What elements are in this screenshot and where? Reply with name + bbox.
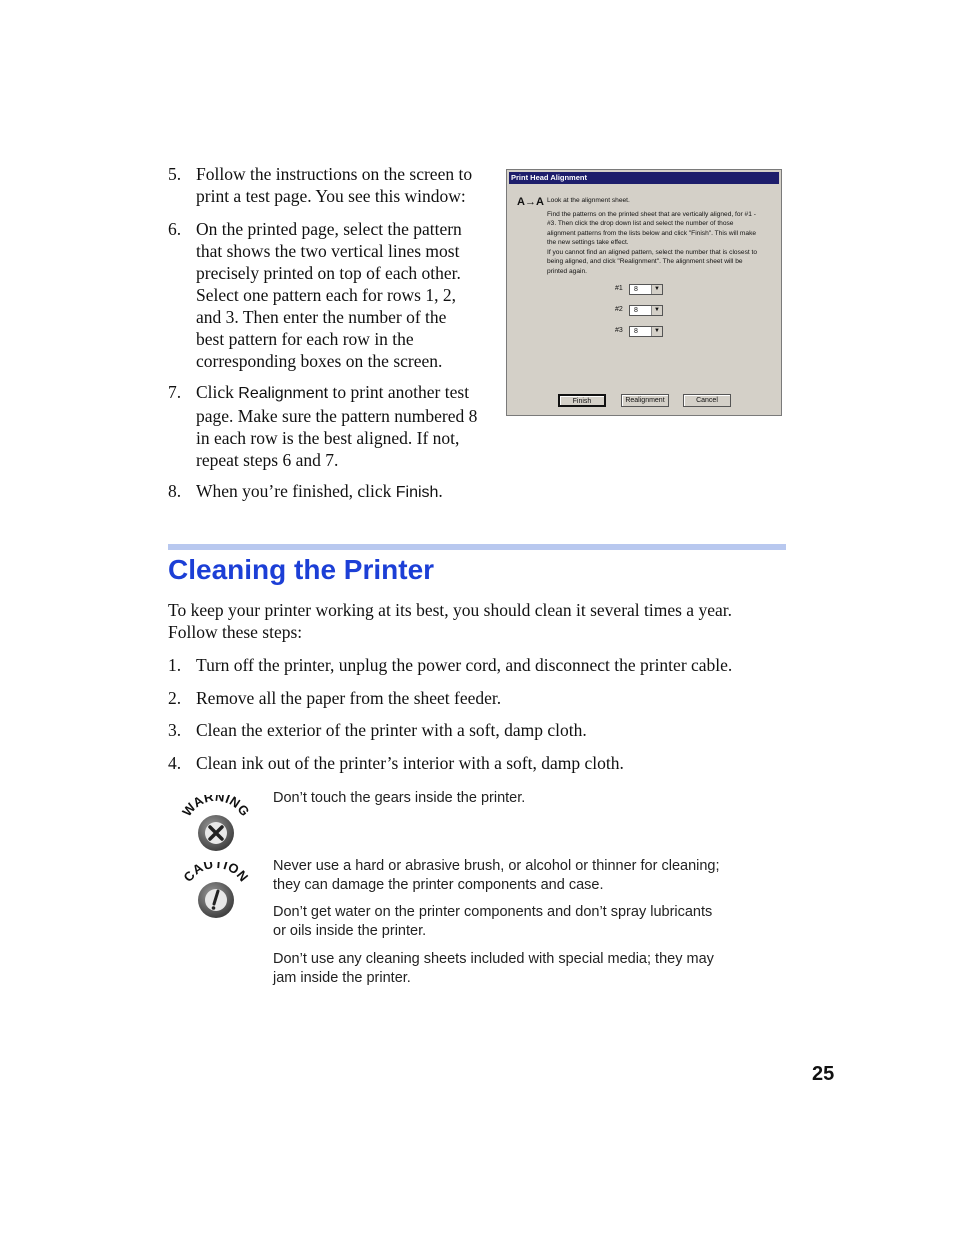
step-line: best pattern for each row in the: [196, 329, 414, 349]
step-line: Select one pattern each for rows 1, 2,: [196, 285, 456, 305]
row-label: #2: [615, 306, 623, 313]
step-number: 1.: [168, 655, 182, 675]
warning-text: Don’t touch the gears inside the printer.: [273, 790, 526, 806]
caution-icon: [180, 862, 252, 924]
step-number: 2.: [168, 688, 182, 708]
caution-paragraph-1: Never use a hard or abrasive brush, or alcohol or thinner for cleaning; they can damage the printer components and case.: [273, 858, 720, 893]
row-3-dropdown[interactable]: 8 ▼: [629, 326, 663, 337]
step-line: When you’re finished, click Finish.: [196, 481, 443, 501]
step-line: and 3. Then enter the number of the: [196, 307, 447, 327]
step-text: Turn off the printer, unplug the power cord, and disconnect the printer cable.: [196, 655, 733, 675]
dropdown-arrow-icon: ▼: [651, 285, 662, 294]
caution-paragraph-2: Don’t get water on the printer components and don’t spray lubricants or oils inside the printer.: [273, 904, 713, 939]
step-line: print a test page. You see this window:: [196, 186, 466, 206]
caution-paragraph-3: Don’t use any cleaning sheets included with special media; they may jam inside the printer.: [273, 951, 714, 986]
page-number: 25: [812, 1063, 835, 1085]
warning-icon: [180, 795, 252, 857]
step-line: page. Make sure the pattern numbered 8: [196, 406, 478, 426]
step-number: 7.: [168, 382, 182, 402]
realignment-ui-label: Realignment: [238, 385, 329, 402]
alignment-icon: A→A: [517, 196, 544, 208]
step-line: in each row is the best aligned. If not,: [196, 428, 460, 448]
finish-button[interactable]: Finish: [558, 394, 606, 407]
finish-ui-label: Finish: [395, 484, 439, 501]
step-text: Remove all the paper from the sheet feeder.: [196, 688, 502, 708]
step-number: 3.: [168, 720, 182, 740]
row-label: #3: [615, 327, 623, 334]
step-line: Follow the instructions on the screen to: [196, 164, 473, 184]
step-number: 4.: [168, 753, 182, 773]
section-intro: To keep your printer working at its best, you should clean it several times a year. Follow these steps:: [168, 600, 732, 642]
step-number: 5.: [168, 164, 182, 184]
row-label: #1: [615, 285, 623, 292]
realignment-button[interactable]: Realignment: [621, 394, 669, 407]
step-number: 8.: [168, 481, 182, 501]
step-line: precisely printed on top of each other.: [196, 263, 461, 283]
step-line: that shows the two vertical lines most: [196, 241, 460, 261]
dialog-instruction: Look at the alignment sheet.: [547, 197, 630, 204]
dropdown-arrow-icon: ▼: [651, 327, 662, 336]
step-text: Clean the exterior of the printer with a soft, damp cloth.: [196, 720, 587, 740]
dialog-paragraph-1: Find the patterns on the printed sheet that are vertically aligned, for #1 - #3. Then click the drop down list and select the number of those alignment patterns from the lists below and click "Finish". This will make the new settings take effect.: [547, 211, 757, 246]
dialog-paragraph-2: If you cannot find an aligned pattern, select the number that is closest to being aligned, and click "Realignment". The alignment sheet will be printed again.: [547, 249, 758, 275]
svg-text:WARNING: WARNING: [180, 795, 252, 820]
print-head-alignment-dialog: [506, 169, 782, 416]
dialog-title: Print Head Alignment: [509, 172, 779, 184]
section-rule: [168, 544, 786, 550]
step-line: corresponding boxes on the screen.: [196, 351, 443, 371]
step-number: 6.: [168, 219, 182, 239]
svg-text:CAUTION: CAUTION: [180, 862, 252, 885]
dropdown-arrow-icon: ▼: [651, 306, 662, 315]
section-heading: Cleaning the Printer: [168, 554, 435, 585]
step-line: Click Realignment to print another test: [196, 382, 470, 402]
step-text: Clean ink out of the printer’s interior with a soft, damp cloth.: [196, 753, 624, 773]
row-2-dropdown[interactable]: 8 ▼: [629, 305, 663, 316]
step-line: On the printed page, select the pattern: [196, 219, 462, 239]
step-line: repeat steps 6 and 7.: [196, 450, 339, 470]
row-1-dropdown[interactable]: 8 ▼: [629, 284, 663, 295]
cancel-button[interactable]: Cancel: [683, 394, 731, 407]
